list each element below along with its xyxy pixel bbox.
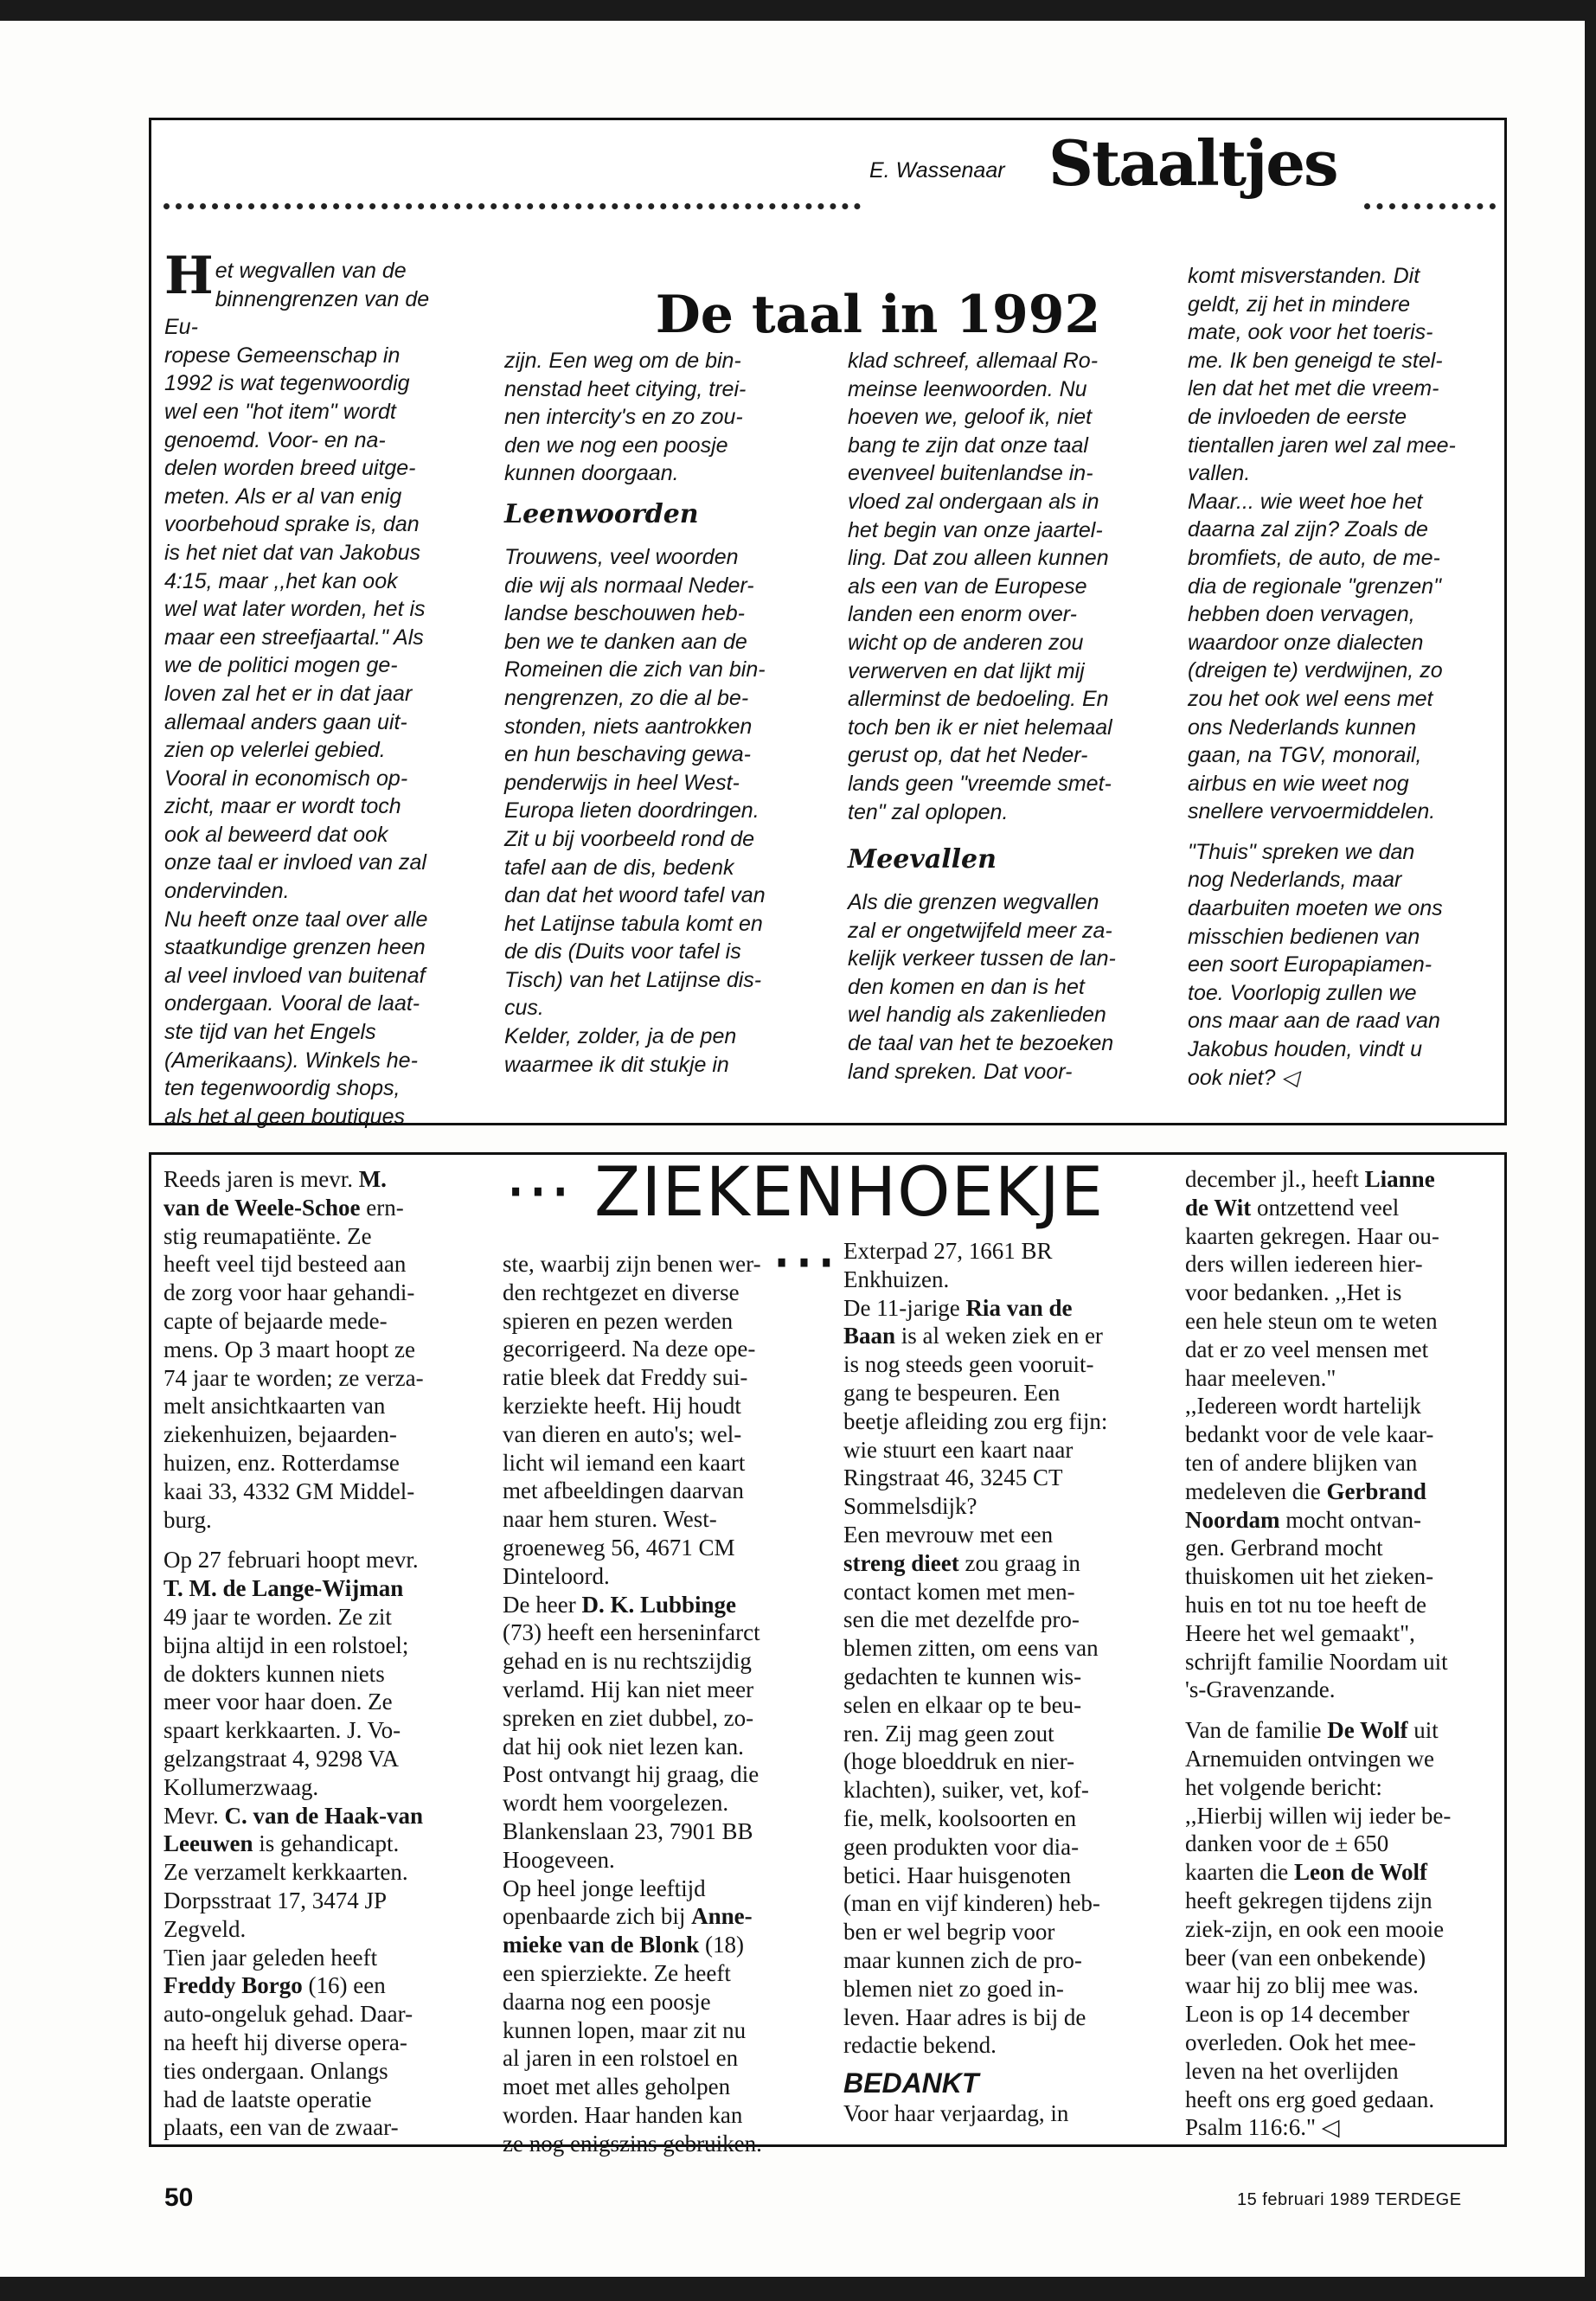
- ziek-column-2: [503, 1250, 797, 2157]
- article-text-1: et wegvallen van de binnengrenzen van de Eu- ropese Gemeenschap in 1992 is wat tegenwoordig wel een "hot item" wordt genoemd. Voor- en na- delen worden breed uitge- meten. Als er al van enig voorbehoud sprake is, dan is het niet dat van Jakobus 4:15, maar ,,het kan ook wel wat later worden, het is maar een streefjaartal." Als we de politici mogen ge- loven zal het er in dat jaar allemaal anders gaan uit- zien op velerlei gebied. Vooral in economisch op- zicht, maar er wordt toch ook al beweerd dat ook onze taal er invloed van zal ondervinden. Nu heeft onze taal over alle staatkundige grenzen heen al veel invloed van buitenaf ondergaan. Vooral de laat- ste tijd van het Engels (Amerikaans). Winkels he- ten tegenwoordig shops, als het al geen boutiques: [164, 259, 430, 1129]
- subheading-leenwoorden: Leenwoorden: [504, 498, 699, 529]
- name-annemieke-van-de-blonk: Anne- mieke van de Blonk: [503, 1903, 753, 1958]
- ziek-text-4a: december jl., heeft Lianne de Wit ontzettend veel kaarten gekregen. Haar ou- ders willen iedereen hier- voor bedanken. ,,Het is een hele steun om te weten dat er zo veel mensen met haar meeleven." ,,Iedereen wordt hartelijk bedankt voor de vele kaar- ten of andere blijken van medeleven die Gerbrand Noordam mocht ontvan- gen. Gerbrand mocht thuiskomen uit het zieken- huis en tot nu toe heeft de Heere het wel gemaakt", schrijft familie Noordam uit 's-Gravenzande.: [1185, 1166, 1448, 1703]
- ziek-column-4: [1185, 1165, 1498, 2143]
- ziek-text-2: ste, waarbij zijn benen wer- den rechtgezet en diverse spieren en pezen werden gecorrigeerd. Na deze ope- ratie bleek dat Freddy sui- kerziekte heeft. Hij houdt van dieren en auto's; wel- licht wil iemand een kaart met afbeeldingen daarvan naar hem sturen. West- groeneweg 56, 4671 CM Dinteloord. De heer D. K. Lubbinge (73) heeft een herseninfarct gehad en is nu rechtszijdig verlamd. Hij kan niet meer spreken en ziet dubbel, zo- dat hij ook niet lezen kan. Post ontvangt hij graag, die wordt hem voorgelezen. Blankenslaan 23, 7901 BB Hoogeveen. Op heel jonge leeftijd openbaarde zich bij Anne- mieke van de Blonk (18) een spierziekte. Ze heeft daarna nog een poosje kunnen lopen, maar zit nu al jaren in een rolstoel en moet met alles geholpen worden. Haar handen kan ze nog enigszins gebruiken.: [503, 1251, 762, 2157]
- ziekenhoekje-title: ··· ZIEKENHOEKJE ···: [504, 1154, 1105, 1303]
- article-column-4: [1188, 262, 1499, 1118]
- ziek-text-3b: Voor haar verjaardag, in: [843, 2100, 1069, 2127]
- subheading-meevallen: Meevallen: [848, 844, 997, 875]
- name-lange-wijman: T. M. de Lange-Wijman: [163, 1575, 404, 1602]
- staaltjes-article: [149, 118, 1507, 1129]
- ziek-column-3: [843, 1237, 1142, 2141]
- page-number: 50: [164, 2183, 194, 2212]
- article-text-2b: Trouwens, veel woorden die wij als normaal Neder- landse beschouwen heb- ben we te danken aan de Romeinen die zich van bin- nengrenzen, zo die al be- stonden, niets aantrokken en hun beschaving gewa- penderwijs in heel West- Europa lieten doordringen. Zit u bij voorbeeld rond de tafel aan de dis, bedenk dan dat het woord tafel van het Latijnse tabula komt en de dis (Duits voor tafel is Tisch) van het Latijnse dis- cus. Kelder, zolder, ja de pen waarmee ik dit stukje in: [504, 544, 766, 1077]
- ziekenhoekje-section: [149, 1152, 1507, 2157]
- rubric-title: Staaltjes: [1048, 126, 1337, 200]
- dotted-rule-left: [163, 203, 861, 209]
- article-text-2a: zijn. Een weg om de bin- nenstad heet citying, trei- nen intercity's en zo zou- den we nog een poosje kunnen doorgaan.: [504, 349, 747, 486]
- name-weele-schoe: M. van de Weele-Schoe: [163, 1166, 387, 1221]
- article-text-4a: komt misverstanden. Dit geldt, zij het in mindere mate, ook voor het toeris- me. Ik ben geneigd te stel- len dat het met die vreem- de invloeden de eerste tientallen jaren wel zal mee- vallen. Maar... wie weet hoe het daarna zal zijn? Zoals de bromfiets, de auto, de me- dia de regionale "grenzen" hebben doen vervagen, waardoor onze dialecten (dreigen te) verdwijnen, zo zou het ook wel eens met ons Nederlands kunnen gaan, na TGV, monorail, airbus en wie weet nog snellere vervoermiddelen.: [1188, 264, 1456, 824]
- magazine-page: [0, 21, 1585, 2277]
- issue-date: 15 februari 1989 TERDEGE: [1237, 2190, 1462, 2209]
- bedankt-heading: BEDANKT: [843, 2067, 979, 2099]
- name-lianne-de-wit: Lianne de Wit: [1185, 1166, 1435, 1221]
- article-column-2: [504, 347, 798, 1117]
- article-text-3a: klad schreef, allemaal Ro- meinse leenwoorden. Nu hoeven we, geloof ik, niet bang te zijn dat onze taal evenveel buitenlandse in- vloed zal ondergaan als in het begin van onze jaartel- ling. Dat zou alleen kunnen als een van de Europese landen een enorm over- wicht op de anderen zou verwerven en dat lijkt mij allerminst de bedoeling. En toch ben ik er niet helemaal gerust op, dat het Neder- lands geen "vreemde smet- ten" zal oplopen.: [848, 349, 1112, 824]
- ziek-text-1b: Op 27 februari hoopt mevr. T. M. de Lange-Wijman 49 jaar te worden. Ze zit bijna altijd in een rolstoel; de dokters kunnen niets meer voor haar doen. Ze spaart kerkkaarten. J. Vo- gelzangstraat 4, 9298 VA Kollumerzwaag. Mevr. C. van de Haak-van Leeuwen is gehandicapt. Ze verzamelt kerkkaarten. Dorpsstraat 17, 3474 JP Zegveld. Tien jaar geleden heeft Freddy Borgo (16) een auto-ongeluk gehad. Daar- na heeft hij diverse opera- ties ondergaan. Onlangs had de laatste operatie plaats, een van de zwaar-: [163, 1547, 424, 2141]
- name-haak-van-leeuwen: C. van de Haak-van Leeuwen: [163, 1802, 424, 1857]
- ziek-text-3: Exterpad 27, 1661 BR Enkhuizen. De 11-jarige Ria van de Baan is al weken ziek en er is nog steeds geen vooruit- gang te bespeuren. Een beetje afleiding zou erg fijn: wie stuurt een kaart naar Ringstraat 46, 3245 CT Sommelsdijk? Een mevrouw met een streng dieet zou graag in contact komen met men- sen die met dezelfde pro- blemen zitten, om eens van gedachten te kunnen wis- selen en elkaar op te beu- ren. Zij mag geen zout (hoge bloeddruk en nier- klachten), suiker, vet, kof- fie, melk, koolsoorten en geen produkten voor dia- betici. Haar huisgenoten (man en vijf kinderen) heb- ben er wel begrip voor maar kunnen zich de pro- blemen niet zo goed in- leven. Haar adres is bij de redactie bekend.: [843, 1238, 1108, 2059]
- article-column-1: [164, 246, 463, 1129]
- article-column-3: [848, 347, 1142, 1117]
- article-text-3b: Als die grenzen wegvallen zal er ongetwijfeld meer za- kelijk verkeer tussen de lan- den komen en dan is het wel handig als zakenlieden de taal van het te bezoeken land spreken. Dat voor-: [848, 890, 1116, 1084]
- ziek-text-4b: Van de familie De Wolf uit Arnemuiden ontvingen we het volgende bericht: ,,Hierbij willen wij ieder be- danken voor de ± 650 kaarten die Leon de Wolf heeft gekregen tijdens zijn ziek-zijn, en ook een mooie beer (van een onbekende) waar hij zo blij mee was. Leon is op 14 december overleden. Ook het mee- leven na het overlijden heeft ons erg goed gedaan. Psalm 116:6." ◁: [1185, 1717, 1452, 2141]
- name-ria-van-de-baan: Ria van de Baan: [843, 1294, 1073, 1349]
- name-gerbrand-noordam: Gerbrand Noordam: [1185, 1477, 1426, 1533]
- ziek-column-1: [163, 1165, 475, 2143]
- streng-dieet-label: streng dieet: [843, 1549, 959, 1576]
- author-name: E. Wassenaar: [869, 158, 1005, 183]
- scan-edge: [1585, 0, 1596, 2301]
- name-freddy-borgo: Freddy Borgo: [163, 1972, 303, 1999]
- article-text-4b: "Thuis" spreken we dan nog Nederlands, maar daarbuiten moeten we ons misschien bedienen van een soort Europapiamen- toe. Voorlopig zullen we ons maar aan de raad van Jakobus houden, vindt u ook niet? ◁: [1188, 839, 1443, 1090]
- name-leon-de-wolf: Leon de Wolf: [1293, 1859, 1427, 1886]
- ziek-text-1a: Reeds jaren is mevr. M. van de Weele-Schoe ern- stig reumapatiënte. Ze heeft veel tijd besteed aan de zorg voor haar gehandi- capte of bejaarde mede- mens. Op 3 maart hoopt ze 74 jaar te worden; ze verza- melt ansichtkaarten van ziekenhuizen, bejaarden- huizen, enz. Rotterdamse kaai 33, 4332 GM Middel- burg.: [163, 1166, 424, 1533]
- drop-cap: H: [164, 246, 214, 306]
- name-de-wolf: De Wolf: [1327, 1717, 1408, 1744]
- dotted-rule-right: [1364, 203, 1496, 209]
- article-title: De taal in 1992: [655, 285, 1101, 346]
- name-lubbinge: D. K. Lubbinge: [581, 1591, 737, 1618]
